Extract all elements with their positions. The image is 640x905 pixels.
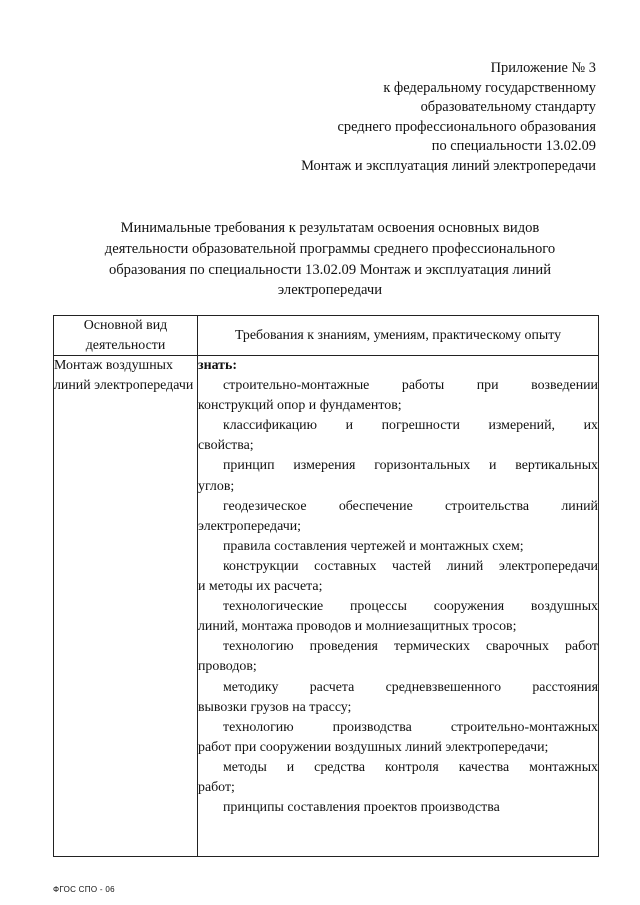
table-header-row: [54, 316, 599, 356]
title-line: электропередачи: [277, 282, 383, 299]
list-item: [198, 456, 598, 496]
title-line: Минимальные требования к результатам освоения основных видов: [120, 220, 540, 236]
list-item-continuation: и методы их расчета;: [198, 579, 323, 595]
list-item: [198, 798, 598, 818]
list-item: [198, 557, 598, 597]
list-item-continuation: работ;: [198, 779, 235, 795]
document-title: [60, 218, 600, 301]
list-item-first-line: классификацию и погрешности измерений, их: [223, 418, 598, 434]
appendix-line: Монтаж и эксплуатация линий электропередачи: [301, 157, 596, 174]
list-item-continuation: свойства;: [198, 438, 254, 454]
list-item-first-line: конструкции составных частей линий электропередачи: [223, 558, 598, 574]
list-item: [198, 597, 598, 637]
list-item-first-line: принцип измерения горизонтальных и вертикальных: [223, 458, 598, 474]
list-item: [198, 718, 598, 758]
list-item: [198, 678, 598, 718]
list-item-continuation: вывозки грузов на трассу;: [198, 699, 352, 715]
list-item-first-line: методику расчета средневзвешенного расстояния: [223, 679, 598, 695]
list-item-first-line: принципы составления проектов производства: [223, 800, 500, 816]
requirements-table: [53, 315, 599, 857]
title-line: деятельности образовательной программы среднего профессионального: [104, 240, 556, 257]
appendix-line: среднего профессионального образования: [337, 118, 596, 135]
list-item-first-line: технологические процессы сооружения воздушных: [223, 599, 598, 615]
requirements-cell: [198, 356, 599, 857]
list-item: [198, 497, 598, 537]
list-item-first-line: строительно-монтажные работы при возведении: [223, 378, 598, 394]
appendix-header: [301, 59, 596, 177]
list-item: [198, 416, 598, 456]
list-item-first-line: методы и средства контроля качества монтажных: [223, 759, 598, 775]
table-row: [54, 356, 599, 857]
list-item: [198, 758, 598, 798]
requirements-list: [198, 376, 598, 818]
appendix-line: по специальности 13.02.09: [431, 138, 596, 155]
knowledge-lead: знать:: [198, 358, 237, 373]
appendix-line: к федеральному государственному: [383, 79, 596, 96]
appendix-line: образовательному стандарту: [420, 99, 596, 116]
header-requirements: Требования к знаниям, умениям, практическому опыту: [198, 316, 599, 356]
list-item-first-line: технологию производства строительно-монтажных: [223, 719, 598, 735]
list-item-first-line: технологию проведения термических сварочных работ: [223, 639, 598, 655]
list-item-first-line: геодезическое обеспечение строительства линий: [223, 498, 598, 514]
list-item: [198, 376, 598, 416]
list-item-continuation: работ при сооружении воздушных линий электропередачи;: [198, 739, 549, 755]
list-item-continuation: углов;: [198, 478, 235, 494]
list-item: [198, 637, 598, 677]
list-item-continuation: линий, монтажа проводов и молниезащитных тросов;: [198, 619, 517, 635]
activity-cell: Монтаж воздушных линий электропередачи: [54, 356, 198, 857]
header-activity: Основной вид деятельности: [54, 316, 198, 356]
title-line: образования по специальности 13.02.09 Монтаж и эксплуатация линий: [108, 261, 552, 278]
appendix-number: Приложение № 3: [490, 60, 596, 76]
list-item-continuation: проводов;: [198, 659, 257, 675]
footer-code: ФГОС СПО - 06: [53, 885, 115, 894]
list-item: [198, 537, 598, 557]
list-item-continuation: конструкций опор и фундаментов;: [198, 398, 402, 414]
list-item-first-line: правила составления чертежей и монтажных схем;: [223, 538, 524, 554]
list-item-continuation: электропередачи;: [198, 518, 301, 534]
